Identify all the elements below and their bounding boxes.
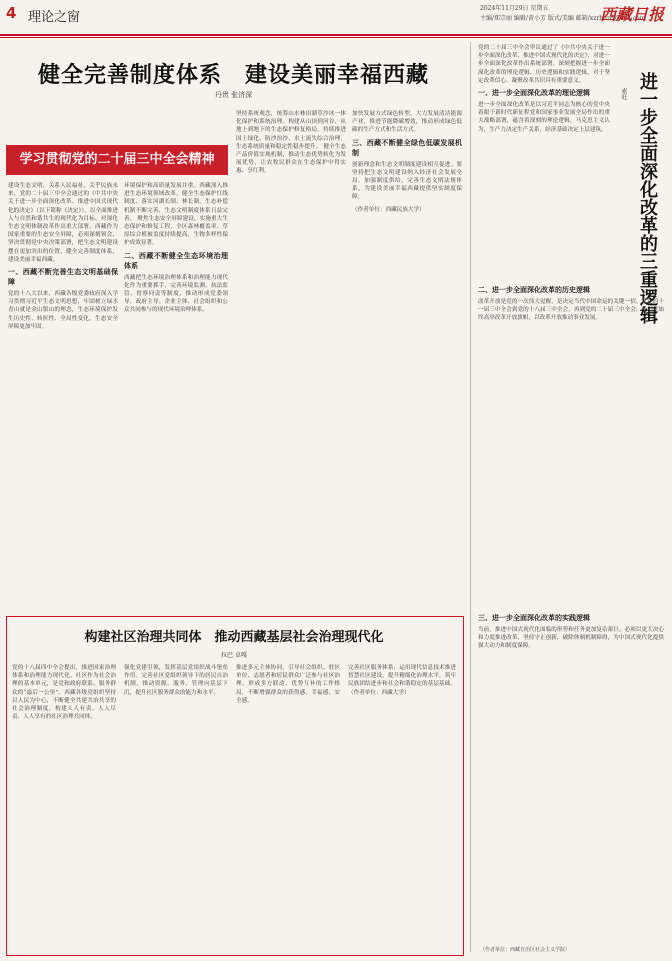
paragraph: 推进多元主体协同，引导社会组织、驻区单位、志愿者和居民群众广泛参与社区治理，形成多方联动、优势互补的工作格局，不断增强群众的获得感、幸福感、安全感。 xyxy=(236,665,340,704)
main-article-byline: 丹贵 张济深 xyxy=(214,91,253,99)
main-article-title: 健全完善制度体系 建设美丽幸福西藏 xyxy=(37,63,429,88)
community-col-1 xyxy=(12,664,116,948)
paragraph: 当前，推进中国式现代化面临的形势和任务更加复杂艰巨。必须以更大决心和力度推进改革，坚持守正创新，破除体制机制障碍，为中国式现代化提供强大动力和制度保障。 xyxy=(478,627,664,650)
paragraph: 改革开放是党的一次伟大觉醒，是决定当代中国命运的关键一招。从党的十一届三中全会到党的十八届三中全会，再到党的二十届三中全会，我们党始终高举改革开放旗帜，以改革开放推动事业发展。 xyxy=(478,299,664,322)
paragraph: 西藏把生态环境治理体系和治理能力现代化作为重要抓手，完善环境监测、执法监管、督察问责等制度，推动形成党委领导、政府主导、企业主体、社会组织和公众共同参与的现代环境治理体系。 xyxy=(124,274,228,314)
newspaper-logo: 西藏日报 xyxy=(600,5,665,24)
section-heading: 一、进一步全面深化改革的理论逻辑 xyxy=(478,88,590,98)
side-col-3 xyxy=(478,610,664,940)
paragraph: 党的十八届四中全会提出，推进国家治理体系和治理能力现代化。社区作为社会治理的基本单元，是党和政府联系、服务群众的“最后一公里”。西藏各级党组织坚持以人民为中心，不断健全共建共治共享的社会治理制度，构建人人有责、人人尽责、人人享有的社区治理共同体。 xyxy=(12,665,116,721)
section-heading: 二、进一步全面深化改革的历史逻辑 xyxy=(478,285,590,294)
paragraph: 聚焦生态安全屏障建设，实施重大生态保护和修复工程，全区森林覆盖率、草原综合植被盖度持续提高，生物多样性保护成效显著。 xyxy=(124,215,228,247)
issue-date: 2024年11月29日 星期五 xyxy=(480,5,549,12)
page-number: 4 xyxy=(6,4,17,22)
paragraph: 建设生态文明，关系人民福祉，关乎民族未来。党的二十届三中全会通过的《中共中央关于进一步全面深化改革、推进中国式现代化的决定》（以下简称《决定》），以全面推进人与自然和谐共生的现代化为目标，对深化生态文明体制改革作出重大部署。西藏作为国家重要的生态安全屏障，必须深刻领会、坚决贯彻党中央决策部署，把生态文明建设摆在更加突出的位置，健全完善制度体系，建设美丽幸福西藏。 xyxy=(8,183,118,263)
side-col-1 xyxy=(478,44,610,274)
paragraph: 创新理念和生态文明制度建设相互促进。要坚持把生态文明建设纳入经济社会发展全局，加强制度供给，完善生态文明法规体系，为建设美丽幸福西藏提供坚实制度保障。 xyxy=(352,161,462,201)
theme-banner: 学习贯彻党的二十届三中全会精神 xyxy=(6,145,228,175)
side-article-title: 进一步全面深化改革的三重逻辑 xyxy=(637,72,658,324)
main-article-col-1 xyxy=(8,182,118,602)
paragraph: 环境保护和高质量发展并重。西藏深入推进生态环境领域改革，健全生态保护红线制度、落实河湖长制、林长制，生态补偿机制不断完善，生态文明制度体系日益完善。 xyxy=(124,183,228,222)
main-article-col-3 xyxy=(236,110,346,602)
side-article-byline: 索旺 xyxy=(620,88,627,100)
paragraph: 党的二十届三中全会审议通过了《中共中央关于进一步全面深化改革、推进中国式现代化的决定》，对进一步全面深化改革作出系统部署。深刻把握进一步全面深化改革的理论逻辑、历史逻辑和实践逻辑，对于坚定改革信心、凝聚改革共识具有重要意义。 xyxy=(478,45,610,84)
community-col-2 xyxy=(124,664,228,948)
paragraph: 加快发展方式绿色转型，大力发展清洁能源产业，推进节能降碳增效，推动形成绿色低碳的生产方式和生活方式。 xyxy=(352,111,462,134)
column-divider xyxy=(470,42,471,952)
paragraph: 健全生态产品价值实现机制，推动生态优势转化为发展优势，让农牧民群众在生态保护中得实惠、享红利。 xyxy=(236,143,346,175)
paragraph: 党的十八大以来，西藏各级党委政府深入学习贯彻习近平生态文明思想，牢固树立绿水青山就是金山银山的理念，生态环境保护发生历史性、转折性、全局性变化，生态安全屏障更加牢固。 xyxy=(8,291,118,330)
section-heading: 一、西藏不断完善生态文明基础保障 xyxy=(8,267,118,287)
editor-line: 主编/郑宗丽 编辑/黄小芳 版式/美编 邮箱/xzrbllzc@163.com xyxy=(480,15,646,22)
paragraph: 完善社区服务体系，运用现代信息技术推进智慧社区建设，提升精细化治理水平，筑牢民族团结进步和社会和谐稳定的基层基础。（作者单位：西藏大学） xyxy=(348,665,456,696)
main-article-col-2 xyxy=(124,182,228,602)
community-col-3 xyxy=(236,664,340,948)
paragraph: 强化党建引领，发挥基层党组织战斗堡垒作用。完善社区党组织领导下的居民自治机制，推动资源、服务、管理向基层下沉，提升社区服务群众的能力和水平。 xyxy=(124,665,228,696)
community-col-4 xyxy=(348,664,456,948)
section-heading: 三、西藏不断健全绿色低碳发展机制 xyxy=(352,137,462,157)
side-author-note: （作者单位：西藏自治区社会主义学院） xyxy=(480,947,571,953)
community-article-title: 构建社区治理共同体 推动西藏基层社会治理现代化 xyxy=(84,630,384,645)
paragraph: 进一步全面深化改革是以习近平同志为核心的党中央着眼于新时代新征程党和国家事业发展全局作出的重大战略部署，蕴含着深刻的理论逻辑。马克思主义认为，生产力决定生产关系，经济基础决定上层建筑。 xyxy=(478,102,610,133)
main-article-col-4 xyxy=(352,110,462,602)
paragraph: 坚持系统观念，统筹山水林田湖草沙冰一体化保护和系统治理。构建从山顶到河谷、从地上到地下的生态保护修复格局，持续推进国土绿化、防沙治沙、水土流失综合治理，生态系统质量和稳定性稳步提升。 xyxy=(236,111,346,150)
author-note: （作者单位：西藏民族大学） xyxy=(352,206,425,213)
side-col-2 xyxy=(478,282,664,602)
community-article-byline: 拉巴 卓嘎 xyxy=(221,652,247,659)
header-rule-thin xyxy=(0,37,672,38)
section-heading: 二、西藏不断健全生态环境治理体系 xyxy=(124,250,228,270)
section-heading: 三、进一步全面深化改革的实践逻辑 xyxy=(478,613,590,622)
header-rule xyxy=(0,34,672,36)
section-title: 理论之窗 xyxy=(28,10,81,25)
